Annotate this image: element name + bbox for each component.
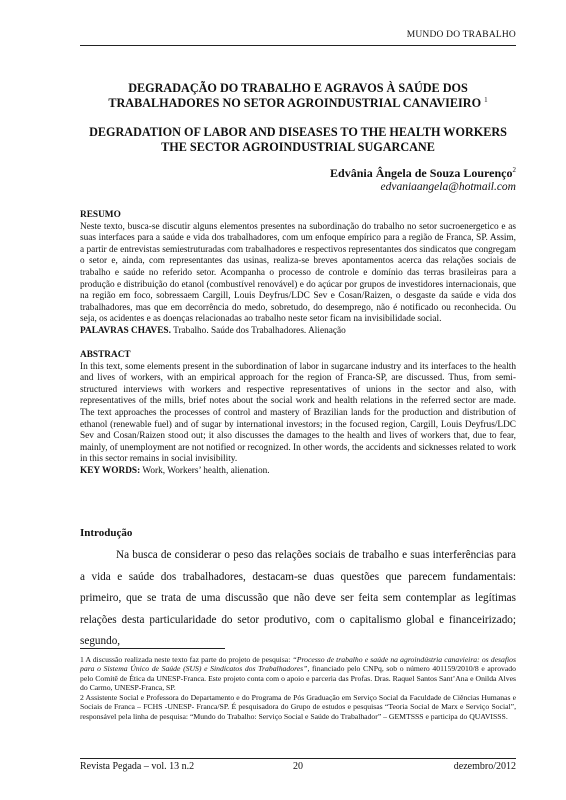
resumo-heading: RESUMO: [80, 210, 121, 220]
footnote-1: [80, 655, 516, 692]
abstract-text: In this text, some elements present in the subordination of labor in sugarcane industry and its interfaces to the health and lives of workers, with an empirical approach for the region of Franca-SP, are discussed. Thus, from semi-structured interviews with workers and respective representatives of unions in the sector and also, with representatives of the mills, brief notes about the social work and health relations in the referred sector are made. The text approaches the processes of control and mastery of Brazilian lands for the production and distribution of ethanol (renewable fuel) and of sugar by international investors; in the focused region, Cargill, Louis Deyfrus/LDC Sev and Cosan/Raizen stood out; it also discusses the damages to the health and lives of workers that, due to fear, mainly, of unemployment are not notified or recognized. In other words, the accidents and sicknesses related to work in this sector remains in social invisibility.: [80, 361, 516, 465]
abstract-heading: ABSTRACT: [80, 350, 131, 360]
footer-rule: [80, 758, 516, 759]
intro-heading: Introdução: [80, 527, 133, 539]
title-english: DEGRADATION OF LABOR AND DISEASES TO THE HEALTH WORKERS THE SECTOR AGROINDUSTRIAL SUGARCANE: [89, 125, 507, 154]
running-head: MUNDO DO TRABALHO: [406, 30, 516, 40]
abstract-keywords-text: Work, Workers’ health, alienation.: [140, 465, 270, 476]
resumo-keywords: [80, 326, 516, 338]
footnotes: [80, 655, 516, 722]
footer-journal: Revista Pegada – vol. 13 n.2: [80, 761, 195, 772]
header-rule: [80, 45, 516, 46]
author-name-text: Edvânia Ângela de Souza Lourenço: [330, 166, 513, 180]
resumo-keywords-text: Trabalho. Saúde dos Trabalhadores. Alienação: [170, 325, 346, 336]
footnote-2: [80, 693, 516, 721]
author-footnote-marker[interactable]: 2: [512, 166, 516, 174]
intro-paragraph: [80, 545, 516, 653]
footer-page-number: 20: [293, 761, 303, 772]
footnote-rule: [80, 648, 225, 649]
resumo-text: Neste texto, busca-se discutir alguns elementos presentes na subordinação do trabalho no setor sucroenergetico e as suas interfaces para a saúde e vida dos trabalhadores, com um enfoque empírico para a região de Franca, SP. Assim, a partir de entrevistas semiestruturadas com trabalhadores e respectivos representantes dos sindicatos que congregam o setor e, ainda, com representantes das usinas, realiza-se breves apontamentos acerca das relações sociais de trabalho e saúde no referido setor. Acompanha o processo de controle e domínio das terras brasileiras para a produção e distribuição do etanol (combustível renovável) e do açúcar por grupos de investidores internacionais, que na região em foco, sobressaem Cargill, Louis Deyfrus/LDC Sev e Cosan/Raizen, o desgaste da saúde e vida dos trabalhadores, mas que em decorrência do medo, sobretudo, do desemprego, não é notificado ou reconhecida. Ou seja, os acidentes e as doenças relacionadas ao trabalho neste setor ficam na invisibilidade social.: [80, 221, 516, 325]
abstract-keywords-label: KEY WORDS:: [80, 465, 141, 476]
abstract-section: [80, 350, 516, 478]
title-portuguese: [80, 81, 516, 111]
intro-text: Na busca de considerar o peso das relações sociais de trabalho e suas interferências para a vida e saúde dos trabalhadores, destacam-se duas questões que parecem fundamentais: primeiro, que se trata de uma discussão que não deve ser feita sem contemplar as legítimas relações desta particularidade do setor produtivo, com o capitalismo global e financeirizado; segundo,: [80, 549, 516, 647]
author-name: [330, 166, 516, 181]
footnote-2-text: 2 Assistente Social e Professora do Departamento e do Programa de Pós Graduação em Serviço Social da Faculdade de Ciências Humanas e Sociais de Franca – FCHS -UNESP- Franca/SP. É pesquisadora do Grupo de estudos e pesquisas “Teoria Social de Marx e Serviço Social”, responsável pela linha de pesquisa: “Mundo do Trabalho: Serviço Social e Saúde do Trabalhador” – GEMTSSS e participa do QUAVISSS.: [80, 693, 516, 721]
footnote-1-project-title: “Processo de trabalho e saúde na agroindústria canavieira: os desafios para o Sistema Único de Saúde (SUS) e Sindicatos dos Trabalhadores”: [80, 655, 516, 674]
footer-date: dezembro/2012: [453, 761, 516, 772]
abstract-keywords: [80, 466, 516, 478]
resumo-section: [80, 210, 516, 338]
resumo-keywords-label: PALAVRAS CHAVES.: [80, 325, 171, 336]
author-email[interactable]: edvaniaangela@hotmail.com: [380, 181, 516, 193]
footnote-1-pre: 1 A discussão realizada neste texto faz parte do projeto de pesquisa:: [80, 655, 293, 664]
footnote-1-post: , financiado pelo CNPq, sob o número 401159/2010/8 e aprovado pelo Comitê de Ética da UNESP-Franca. Este projeto conta com o apoio e parceria das Profas. Dras. Raquel Santos Sant’Ana e Onilda Alves do Carmo, UNESP-Franca, SP.: [80, 664, 516, 692]
title-pt-text: DEGRADAÇÃO DO TRABALHO E AGRAVOS À SAÚDE DOS TRABALHADORES NO SETOR AGROINDUSTRIAL CANAVIEIRO: [108, 81, 482, 110]
title-footnote-marker[interactable]: 1: [484, 95, 488, 104]
